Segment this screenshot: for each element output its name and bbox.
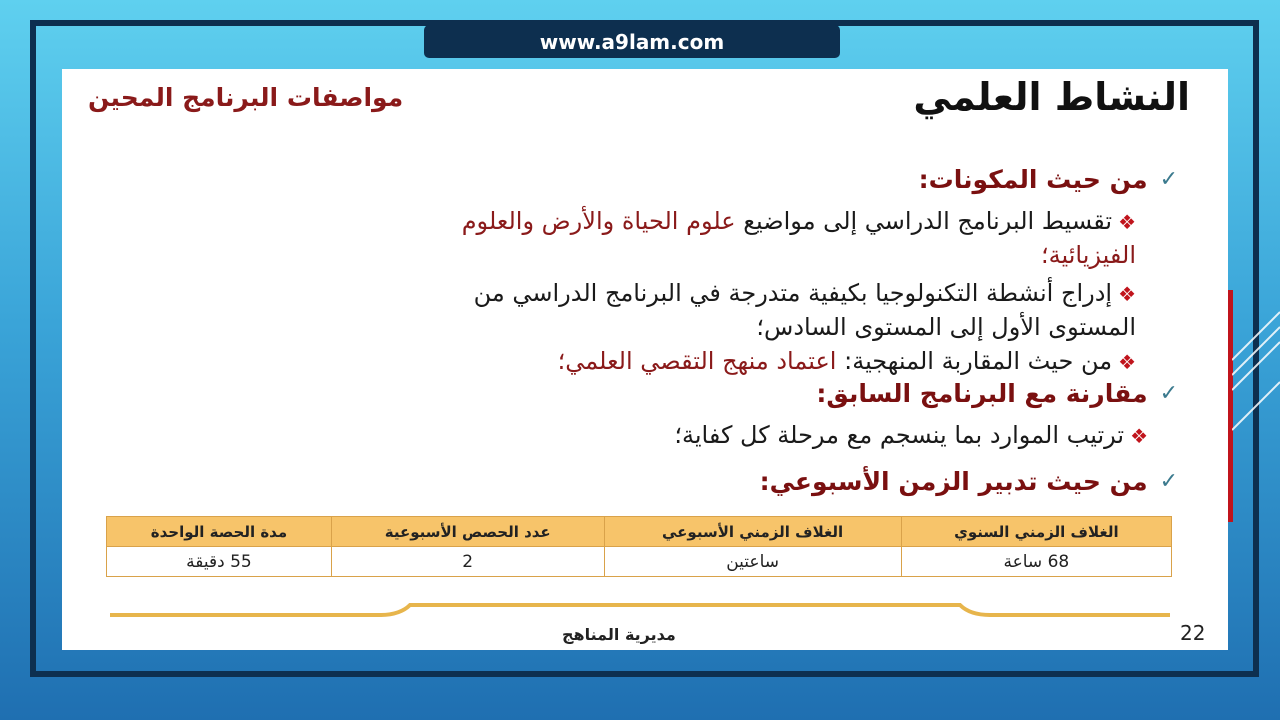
table-row bbox=[107, 547, 1172, 577]
bullet-text: من حيث المقاربة المنهجية: bbox=[836, 347, 1113, 375]
table-cell: 55 دقيقة bbox=[107, 547, 332, 577]
bullet-item bbox=[106, 279, 1136, 307]
check-icon: ✓ bbox=[1159, 381, 1178, 406]
bullet-continuation: المستوى الأول إلى المستوى السادس؛ bbox=[756, 313, 1136, 341]
check-icon: ✓ bbox=[1159, 469, 1178, 494]
table-header-cell: عدد الحصص الأسبوعية bbox=[331, 517, 604, 547]
table-header-cell: مدة الحصة الواحدة bbox=[107, 517, 332, 547]
section-heading-components bbox=[919, 165, 1178, 194]
bullet-item bbox=[106, 207, 1136, 235]
bullet-item bbox=[558, 347, 1136, 375]
bullet-highlight-text: علوم الحياة والأرض والعلوم bbox=[461, 207, 736, 235]
url-banner: www.a9lam.com bbox=[424, 25, 840, 58]
section-heading-text: من حيث تدبير الزمن الأسبوعي: bbox=[759, 467, 1148, 496]
bullet-text: ترتيب الموارد بما ينسجم مع مرحلة كل كفاية؛ bbox=[674, 421, 1125, 449]
table-header-cell: الغلاف الزمني السنوي bbox=[901, 517, 1171, 547]
section-heading-text: مقارنة مع البرنامج السابق: bbox=[816, 379, 1148, 408]
section-heading-comparison bbox=[816, 379, 1178, 408]
bullet-highlight-text: اعتماد منهج التقصي العلمي؛ bbox=[557, 347, 837, 375]
check-icon: ✓ bbox=[1159, 167, 1178, 192]
diamond-bullet-icon: ❖ bbox=[1118, 210, 1136, 234]
time-table bbox=[106, 516, 1172, 577]
footer-label: مديرية المناهج bbox=[562, 625, 676, 644]
table-header-row bbox=[107, 517, 1172, 547]
table-header-cell: الغلاف الزمني الأسبوعي bbox=[604, 517, 901, 547]
stripes-decoration bbox=[1232, 300, 1280, 440]
table-cell: 2 bbox=[331, 547, 604, 577]
section-heading-text: من حيث المكونات: bbox=[918, 165, 1148, 194]
page-number: 22 bbox=[1180, 621, 1206, 645]
bullet-text: إدراج أنشطة التكنولوجيا بكيفية متدرجة في البرنامج الدراسي من bbox=[473, 279, 1113, 307]
diamond-bullet-icon: ❖ bbox=[1118, 350, 1136, 374]
bullet-text: تقسيط البرنامج الدراسي إلى مواضيع bbox=[735, 207, 1113, 235]
bullet-continuation: الفيزيائية؛ bbox=[1040, 241, 1136, 269]
footer-divider bbox=[110, 599, 1170, 623]
bullet-item bbox=[674, 421, 1148, 449]
diamond-bullet-icon: ❖ bbox=[1118, 282, 1136, 306]
slide-content bbox=[62, 69, 1228, 650]
table-cell: 68 ساعة bbox=[901, 547, 1171, 577]
diamond-bullet-icon: ❖ bbox=[1130, 424, 1148, 448]
table-cell: ساعتين bbox=[604, 547, 901, 577]
section-heading-time bbox=[760, 467, 1178, 496]
slide-title: النشاط العلمي bbox=[913, 75, 1190, 119]
slide-subtitle: مواصفات البرنامج المحين bbox=[88, 83, 404, 112]
